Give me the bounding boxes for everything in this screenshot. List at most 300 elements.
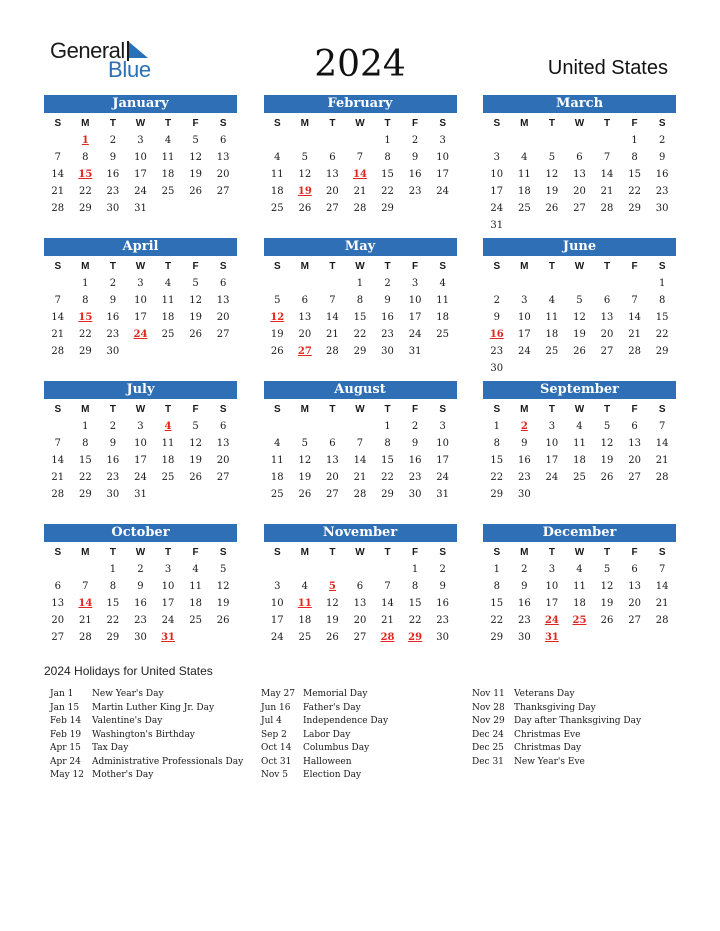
month-day-grid [483, 544, 676, 646]
day-cell: 13 [216, 295, 230, 306]
weekday-header: S [219, 547, 227, 558]
day-cell: 13 [628, 438, 641, 449]
day-cell: 16 [408, 455, 422, 466]
day-cell: 5 [301, 438, 309, 449]
day-cell: 29 [628, 203, 641, 214]
day-cell: 25 [270, 203, 284, 214]
holiday-name: Administrative Professionals Day [92, 756, 244, 767]
day-cell: 18 [573, 598, 586, 609]
weekday-header: W [135, 118, 146, 129]
holiday-day-cell: 25 [572, 615, 587, 626]
holiday-day-cell: 28 [380, 632, 395, 643]
weekday-header: T [548, 118, 555, 129]
holiday-entry [472, 742, 641, 756]
day-cell: 1 [493, 421, 500, 432]
day-cell: 18 [545, 329, 559, 340]
day-cell: 5 [219, 564, 227, 575]
day-cell: 10 [134, 295, 147, 306]
weekday-header: S [493, 404, 501, 415]
day-cell: 15 [106, 598, 120, 609]
holiday-name: Washington's Birthday [92, 729, 195, 740]
generalblue-logo [50, 38, 160, 84]
day-cell: 16 [106, 169, 120, 180]
weekday-header: M [81, 261, 90, 272]
day-cell: 7 [82, 581, 89, 592]
day-cell: 8 [82, 295, 89, 306]
day-cell: 7 [329, 295, 336, 306]
month-day-grid [44, 115, 237, 217]
weekday-header: T [548, 404, 555, 415]
day-cell: 1 [493, 564, 500, 575]
day-cell: 23 [517, 615, 531, 626]
day-cell: 17 [545, 455, 559, 466]
day-cell: 27 [573, 203, 586, 214]
day-cell: 12 [600, 581, 614, 592]
day-cell: 12 [189, 152, 202, 163]
month-day-grid [483, 258, 676, 377]
day-cell: 20 [298, 329, 312, 340]
holiday-name: New Year's Day [92, 689, 164, 699]
weekday-header: S [493, 118, 501, 129]
day-cell: 11 [161, 152, 175, 163]
day-cell: 22 [78, 472, 92, 483]
month-day-grid [44, 544, 237, 646]
weekday-header: W [355, 547, 365, 558]
weekday-header: F [631, 404, 638, 415]
weekday-header: W [355, 404, 365, 415]
weekday-header: S [439, 547, 446, 558]
day-cell: 29 [106, 632, 120, 643]
holiday-name: Thanksgiving Day [514, 702, 596, 713]
weekday-header: T [109, 261, 116, 272]
day-cell: 1 [109, 564, 117, 575]
empty-cell [566, 132, 594, 149]
empty-cell [538, 132, 566, 149]
day-cell: 20 [216, 312, 230, 323]
day-cell: 24 [436, 472, 450, 483]
empty-cell [483, 132, 511, 149]
day-cell: 13 [51, 598, 65, 609]
day-cell: 6 [54, 581, 61, 592]
weekday-header: T [329, 547, 336, 558]
holiday-date: Dec 24 [472, 729, 504, 740]
day-cell: 29 [490, 632, 504, 643]
day-cell: 10 [134, 438, 147, 449]
day-cell: 27 [353, 632, 367, 643]
day-cell: 22 [106, 615, 120, 626]
empty-cell [264, 418, 292, 435]
day-cell: 25 [161, 186, 175, 197]
day-cell: 7 [54, 152, 61, 163]
day-cell: 3 [548, 421, 556, 432]
holiday-date: Dec 25 [472, 743, 504, 753]
holiday-entry [261, 742, 388, 756]
empty-cell [621, 275, 649, 292]
day-cell: 14 [51, 455, 65, 466]
day-cell: 30 [490, 363, 504, 374]
weekday-header: S [54, 118, 62, 129]
holiday-entry [261, 769, 388, 783]
day-cell: 7 [54, 295, 61, 306]
day-cell: 16 [655, 169, 669, 180]
holiday-name: Independence Day [303, 716, 389, 726]
day-cell: 5 [603, 421, 611, 432]
weekday-header: S [439, 261, 446, 272]
day-cell: 17 [161, 598, 175, 609]
weekday-header: T [164, 547, 172, 558]
day-cell: 22 [490, 472, 504, 483]
month-title: May [264, 238, 457, 256]
month-title: March [483, 95, 676, 113]
day-cell: 29 [490, 489, 504, 500]
weekday-header: F [192, 547, 199, 558]
day-cell: 21 [353, 186, 367, 197]
day-cell: 8 [411, 581, 419, 592]
holiday-name: Day after Thanksgiving Day [514, 716, 642, 726]
day-cell: 21 [655, 598, 669, 609]
day-cell: 25 [189, 615, 202, 626]
holiday-entry [50, 715, 243, 729]
holiday-name: Christmas Eve [514, 729, 581, 740]
weekday-header: F [192, 261, 199, 272]
day-cell: 15 [353, 312, 367, 323]
day-cell: 13 [216, 438, 230, 449]
day-cell: 27 [51, 632, 65, 643]
holiday-date: Nov 28 [472, 702, 505, 713]
month-title: June [483, 238, 676, 256]
month-day-grid [483, 115, 676, 234]
holiday-entry [472, 688, 641, 702]
holiday-entry [261, 756, 388, 770]
weekday-header: M [81, 547, 90, 558]
day-cell: 5 [192, 278, 199, 289]
day-cell: 26 [600, 615, 614, 626]
weekday-header: M [300, 261, 310, 272]
empty-cell [291, 418, 319, 435]
day-cell: 16 [517, 455, 531, 466]
day-cell: 5 [192, 421, 199, 432]
day-cell: 31 [408, 346, 422, 357]
holiday-day-cell: 15 [78, 312, 93, 323]
day-cell: 12 [298, 169, 312, 180]
day-cell: 24 [134, 472, 147, 483]
day-cell: 26 [600, 472, 614, 483]
day-cell: 5 [192, 135, 199, 146]
month-title: October [44, 524, 237, 542]
day-cell: 6 [356, 581, 364, 592]
day-cell: 8 [631, 152, 638, 163]
day-cell: 3 [137, 421, 144, 432]
day-cell: 11 [573, 438, 586, 449]
day-cell: 20 [628, 598, 641, 609]
day-cell: 26 [545, 203, 559, 214]
day-cell: 3 [521, 295, 528, 306]
day-cell: 28 [51, 489, 65, 500]
day-cell: 4 [548, 295, 556, 306]
holiday-entry [50, 688, 243, 702]
holiday-date: Sep 2 [261, 729, 287, 740]
empty-cell [44, 418, 72, 435]
day-cell: 27 [628, 472, 641, 483]
holiday-day-cell: 14 [78, 598, 93, 609]
holiday-entry [50, 729, 243, 743]
month-day-grid [264, 401, 457, 503]
logo-text-general: General [50, 38, 125, 63]
day-cell: 1 [631, 135, 638, 146]
day-cell: 28 [600, 203, 614, 214]
day-cell: 19 [189, 312, 202, 323]
empty-cell [319, 418, 347, 435]
weekday-header: S [219, 404, 227, 415]
month-april [44, 238, 237, 360]
empty-cell [346, 132, 374, 149]
day-cell: 30 [517, 489, 531, 500]
day-cell: 21 [628, 329, 641, 340]
weekday-header: W [574, 118, 585, 129]
weekday-header: M [300, 118, 310, 129]
day-cell: 26 [573, 346, 586, 357]
day-cell: 9 [439, 581, 446, 592]
holiday-name: Columbus Day [303, 743, 370, 753]
day-cell: 8 [82, 152, 89, 163]
holiday-day-cell: 11 [297, 598, 312, 609]
day-cell: 10 [545, 438, 559, 449]
day-cell: 14 [381, 598, 394, 609]
day-cell: 5 [603, 564, 611, 575]
day-cell: 30 [134, 632, 147, 643]
day-cell: 24 [134, 186, 147, 197]
holiday-list [44, 664, 684, 804]
day-cell: 1 [356, 278, 364, 289]
day-cell: 6 [631, 421, 638, 432]
day-cell: 30 [655, 203, 669, 214]
day-cell: 22 [78, 329, 92, 340]
day-cell: 14 [628, 312, 641, 323]
day-cell: 7 [603, 152, 611, 163]
day-cell: 21 [51, 472, 65, 483]
day-cell: 31 [134, 203, 147, 214]
day-cell: 25 [436, 329, 450, 340]
holiday-day-cell: 31 [161, 632, 175, 643]
empty-cell [483, 275, 511, 292]
day-cell: 10 [134, 152, 147, 163]
month-title: September [483, 381, 676, 399]
weekday-header: W [135, 404, 146, 415]
day-cell: 16 [134, 598, 147, 609]
day-cell: 30 [436, 632, 450, 643]
day-cell: 19 [600, 455, 614, 466]
month-august [264, 381, 457, 503]
holiday-day-cell: 14 [353, 169, 367, 180]
day-cell: 26 [270, 346, 284, 357]
day-cell: 25 [161, 472, 175, 483]
weekday-header: F [631, 118, 638, 129]
day-cell: 27 [600, 346, 614, 357]
day-cell: 20 [216, 455, 230, 466]
holiday-list-title: 2024 Holidays for United States [44, 664, 213, 678]
day-cell: 21 [381, 615, 394, 626]
holiday-name: New Year's Eve [514, 756, 585, 767]
holiday-date: Jan 15 [50, 702, 80, 713]
empty-cell [264, 561, 292, 578]
day-cell: 21 [353, 472, 367, 483]
day-cell: 29 [78, 203, 92, 214]
weekday-header: T [164, 261, 172, 272]
holiday-entry [472, 756, 641, 770]
holiday-day-cell: 24 [133, 329, 148, 340]
day-cell: 6 [329, 438, 336, 449]
holiday-date: Jul 4 [261, 716, 282, 726]
day-cell: 29 [78, 489, 92, 500]
month-day-grid [44, 401, 237, 503]
day-cell: 10 [270, 598, 284, 609]
day-cell: 13 [600, 312, 614, 323]
weekday-header: F [412, 118, 419, 129]
day-cell: 7 [54, 438, 61, 449]
weekday-header: S [493, 261, 501, 272]
day-cell: 13 [628, 581, 641, 592]
day-cell: 19 [189, 169, 202, 180]
day-cell: 30 [408, 489, 422, 500]
weekday-header: S [658, 547, 666, 558]
day-cell: 28 [51, 203, 65, 214]
day-cell: 2 [493, 295, 500, 306]
day-cell: 13 [216, 152, 230, 163]
day-cell: 4 [164, 135, 172, 146]
day-cell: 3 [274, 581, 281, 592]
day-cell: 17 [134, 455, 147, 466]
day-cell: 12 [573, 312, 586, 323]
weekday-header: S [658, 404, 666, 415]
day-cell: 25 [298, 632, 312, 643]
holiday-name: Election Day [303, 770, 362, 780]
day-cell: 12 [216, 581, 230, 592]
empty-cell [291, 275, 319, 292]
empty-cell [291, 132, 319, 149]
day-cell: 9 [411, 438, 419, 449]
day-cell: 12 [189, 438, 202, 449]
weekday-header: W [355, 118, 365, 129]
holiday-day-cell: 19 [297, 186, 312, 197]
day-cell: 23 [436, 615, 450, 626]
day-cell: 19 [270, 329, 284, 340]
day-cell: 12 [326, 598, 339, 609]
weekday-header: T [109, 404, 116, 415]
day-cell: 20 [326, 472, 339, 483]
day-cell: 7 [631, 295, 638, 306]
country-label: United States [547, 57, 668, 79]
day-cell: 5 [274, 295, 281, 306]
day-cell: 18 [270, 472, 284, 483]
day-cell: 15 [408, 598, 422, 609]
holiday-name: Valentine's Day [92, 716, 163, 726]
month-november [264, 524, 457, 646]
day-cell: 1 [384, 421, 391, 432]
day-cell: 14 [600, 169, 614, 180]
weekday-header: S [54, 547, 62, 558]
empty-cell [72, 561, 100, 578]
day-cell: 3 [548, 564, 556, 575]
day-cell: 30 [106, 346, 120, 357]
empty-cell [264, 132, 292, 149]
month-october [44, 524, 237, 646]
holiday-column-3 [472, 688, 641, 769]
day-cell: 23 [408, 186, 422, 197]
day-cell: 10 [436, 152, 450, 163]
weekday-header: S [493, 547, 501, 558]
weekday-header: M [520, 118, 529, 129]
day-cell: 1 [658, 278, 666, 289]
day-cell: 2 [521, 564, 528, 575]
page-header [0, 0, 720, 95]
weekday-header: S [658, 118, 666, 129]
weekday-header: T [603, 404, 611, 415]
day-cell: 27 [216, 472, 230, 483]
day-cell: 9 [109, 438, 117, 449]
day-cell: 6 [219, 278, 227, 289]
day-cell: 16 [408, 169, 422, 180]
holiday-name: Father's Day [303, 702, 361, 713]
weekday-header: M [81, 118, 90, 129]
day-cell: 23 [106, 329, 120, 340]
holiday-date: Nov 5 [261, 770, 288, 780]
empty-cell [319, 132, 347, 149]
day-cell: 5 [576, 295, 583, 306]
day-cell: 14 [51, 169, 65, 180]
weekday-header: T [329, 118, 336, 129]
day-cell: 15 [655, 312, 669, 323]
day-cell: 12 [189, 295, 202, 306]
month-day-grid [483, 401, 676, 503]
day-cell: 6 [603, 295, 611, 306]
day-cell: 14 [326, 312, 339, 323]
day-cell: 8 [82, 438, 89, 449]
day-cell: 25 [545, 346, 559, 357]
day-cell: 21 [655, 455, 669, 466]
weekday-header: F [631, 547, 638, 558]
day-cell: 2 [439, 564, 446, 575]
holiday-entry [50, 742, 243, 756]
day-cell: 9 [137, 581, 144, 592]
weekday-header: S [273, 261, 281, 272]
day-cell: 4 [439, 278, 446, 289]
day-cell: 10 [436, 438, 450, 449]
empty-cell [44, 275, 72, 292]
day-cell: 4 [521, 152, 528, 163]
day-cell: 11 [189, 581, 202, 592]
empty-cell [593, 275, 621, 292]
day-cell: 9 [109, 152, 117, 163]
weekday-header: W [574, 547, 585, 558]
empty-cell [593, 132, 621, 149]
holiday-date: Nov 29 [472, 716, 505, 726]
day-cell: 1 [411, 564, 419, 575]
day-cell: 22 [381, 186, 394, 197]
day-cell: 9 [493, 312, 500, 323]
holiday-day-cell: 29 [408, 632, 423, 643]
weekday-header: T [164, 404, 172, 415]
day-cell: 26 [298, 203, 312, 214]
empty-cell [44, 132, 72, 149]
day-cell: 23 [408, 472, 422, 483]
holiday-date: May 27 [261, 689, 295, 699]
holiday-day-cell: 2 [520, 421, 528, 432]
day-cell: 29 [381, 489, 394, 500]
weekday-header: W [574, 404, 585, 415]
day-cell: 22 [381, 472, 394, 483]
day-cell: 6 [301, 295, 309, 306]
day-cell: 31 [134, 489, 147, 500]
